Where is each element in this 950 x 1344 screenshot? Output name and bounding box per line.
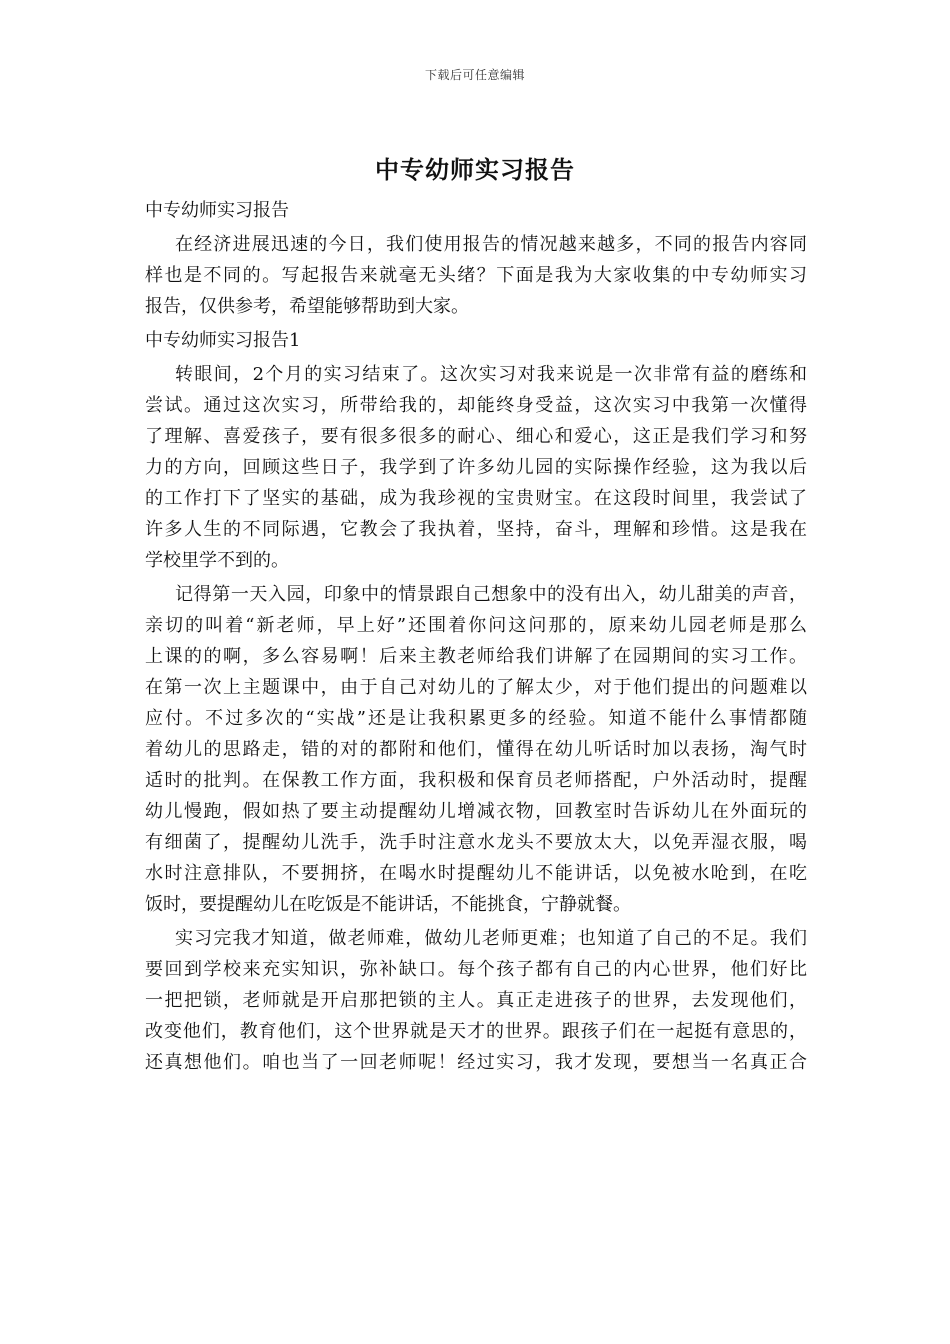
- heading-text: 中专幼师实习报告1: [145, 330, 301, 351]
- paragraph: [145, 229, 807, 322]
- paragraph-line: 一把把锁，老师就是开启那把锁的主人。真正走进孩子的世界，去发现他们，: [145, 990, 807, 1011]
- heading-text: 中专幼师实习报告: [145, 200, 289, 221]
- document-title: 中专幼师实习报告: [375, 155, 575, 184]
- paragraph-line: 学校里学不到的。: [145, 550, 289, 571]
- paragraph-line: 要回到学校来充实知识，弥补缺口。每个孩子都有自己的内心世界，他们好比: [145, 959, 807, 980]
- paragraph-line: 许多人生的不同际遇，它教会了我执着，坚持，奋斗，理解和珍惜。这是我在: [145, 519, 807, 540]
- paragraph: [145, 359, 807, 576]
- paragraph: [145, 579, 807, 920]
- paragraph-line: 力的方向，回顾这些日子，我学到了许多幼儿园的实际操作经验，这为我以后: [145, 457, 807, 478]
- paragraph-line: 水时注意排队，不要拥挤，在喝水时提醒幼儿不能讲话，以免被水呛到，在吃: [145, 863, 807, 884]
- section-heading: [145, 325, 807, 356]
- paragraph-line: 记得第一天入园，印象中的情景跟自己想象中的没有出入，幼儿甜美的声音，: [175, 584, 807, 605]
- paragraph-line: 改变他们，教育他们，这个世界就是天才的世界。跟孩子们在一起挺有意思的，: [145, 1021, 807, 1042]
- paragraph-line: 亲切的叫着“新老师，早上好”还围着你问这问那的，原来幼儿园老师是那么: [145, 615, 807, 636]
- paragraph-line: 适时的批判。在保教工作方面，我积极和保育员老师搭配，户外活动时，提醒: [145, 770, 807, 791]
- document-body: [145, 195, 807, 1078]
- paragraph-line: 在第一次上主题课中，由于自己对幼儿的了解太少，对于他们提出的问题难以: [145, 677, 807, 698]
- paragraph: [145, 923, 807, 1078]
- paragraph-line: 饭时，要提醒幼儿在吃饭是不能讲话，不能挑食，宁静就餐。: [145, 894, 631, 915]
- paragraph-line: 在经济进展迅速的今日，我们使用报告的情况越来越多，不同的报告内容同: [175, 234, 807, 255]
- section-heading: [145, 195, 807, 226]
- paragraph-line: 的工作打下了坚实的基础，成为我珍视的宝贵财宝。在这段时间里，我尝试了: [145, 488, 807, 509]
- paragraph-line: 有细菌了，提醒幼儿洗手，洗手时注意水龙头不要放太大，以免弄湿衣服，喝: [145, 832, 807, 853]
- paragraph-line: 还真想他们。咱也当了一回老师呢！经过实习，我才发现，要想当一名真正合: [145, 1052, 807, 1073]
- paragraph-line: 上课的的啊，多么容易啊！后来主教老师给我们讲解了在园期间的实习工作。: [145, 646, 807, 667]
- paragraph-line: 报告，仅供参考，希望能够帮助到大家。: [145, 296, 469, 317]
- paragraph-line: 了理解、喜爱孩子，要有很多很多的耐心、细心和爱心，这正是我们学习和努: [145, 426, 807, 447]
- paragraph-line: 应付。不过多次的“实战”还是让我积累更多的经验。知道不能什么事情都随: [145, 708, 807, 729]
- paragraph-line: 幼儿慢跑，假如热了要主动提醒幼儿增减衣物，回教室时告诉幼儿在外面玩的: [145, 801, 807, 822]
- header-note: 下载后可任意编辑: [424, 68, 525, 82]
- paragraph-line: 实习完我才知道，做老师难，做幼儿老师更难；也知道了自己的不足。我们: [175, 928, 807, 949]
- paragraph-line: 转眼间，2个月的实习结束了。这次实习对我来说是一次非常有益的磨练和: [175, 364, 807, 385]
- paragraph-line: 尝试。通过这次实习，所带给我的，却能终身受益，这次实习中我第一次懂得: [145, 395, 807, 416]
- paragraph-line: 着幼儿的思路走，错的对的都附和他们，懂得在幼儿听话时加以表扬，淘气时: [145, 739, 807, 760]
- paragraph-line: 样也是不同的。写起报告来就毫无头绪？下面是我为大家收集的中专幼师实习: [145, 265, 807, 286]
